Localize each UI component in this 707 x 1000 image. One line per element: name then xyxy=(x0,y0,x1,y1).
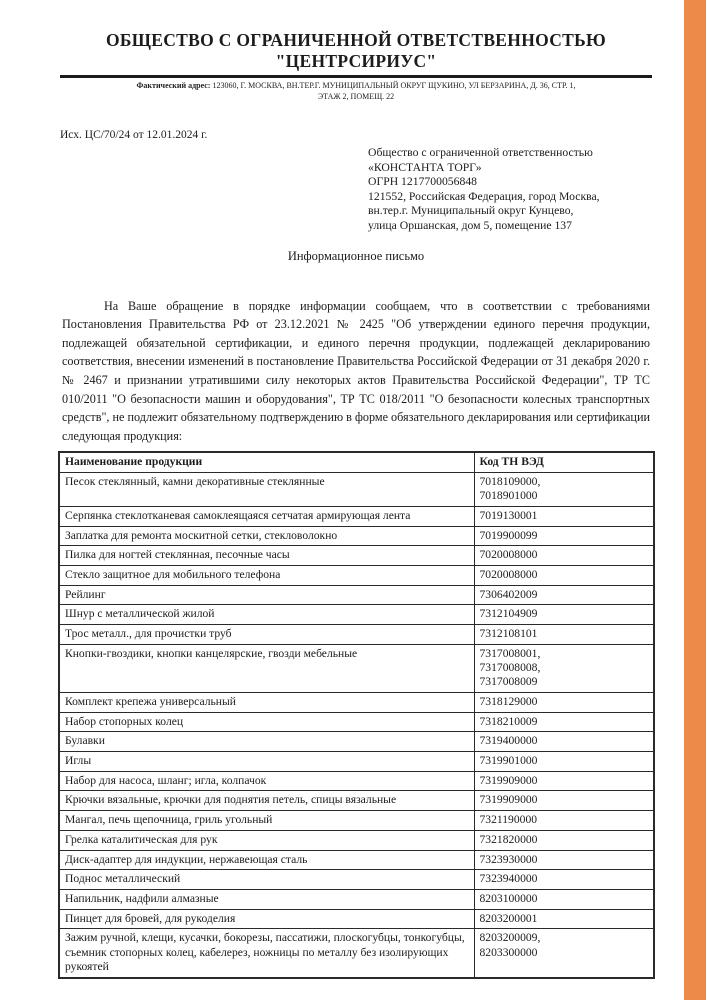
table-row xyxy=(59,644,654,692)
product-code-cell xyxy=(474,791,654,811)
product-code-line: 8203200009, xyxy=(479,931,541,945)
product-code-cell xyxy=(474,625,654,645)
table-row xyxy=(59,752,654,772)
product-code-line: 7306402009 xyxy=(479,587,538,601)
product-code-line: 7018901000 xyxy=(479,489,538,503)
product-code-line: 8203200001 xyxy=(479,911,538,925)
table-row xyxy=(59,692,654,712)
product-name-cell: Серпянка стеклотканевая самоклеящаяся сетчатая армирующая лента xyxy=(59,506,474,526)
product-code-cell xyxy=(474,712,654,732)
product-code-line: 7019900099 xyxy=(479,528,538,542)
product-code-line: 7019130001 xyxy=(479,508,538,522)
recipient-block xyxy=(368,146,652,234)
letter-content xyxy=(60,30,652,979)
org-title-block xyxy=(60,30,652,72)
product-name-cell: Зажим ручной, клещи, кусачки, бокорезы, пассатижи, плоскогубцы, тонкогубцы, съемник стопорных колец, кабелерез, ножницы по металлу без изолирующих рукоятей xyxy=(59,929,474,978)
org-address-line1-text: 123060, Г. МОСКВА, ВН.ТЕР.Г. МУНИЦИПАЛЬНЫЙ ОКРУГ ЩУКИНО, УЛ БЕРЗАРИНА, Д. 36, СТР. 1, xyxy=(212,81,576,90)
product-name-cell: Крючки вязальные, крючки для поднятия петель, спицы вязальные xyxy=(59,791,474,811)
recipient-line: ОГРН 1217700056848 xyxy=(368,175,478,189)
table-row xyxy=(59,585,654,605)
product-code-line: 7312104909 xyxy=(479,607,538,621)
recipient-line: вн.тер.г. Муниципальный округ Кунцево, xyxy=(368,204,574,218)
product-name-cell: Трос металл., для прочистки труб xyxy=(59,625,474,645)
product-name-cell: Мангал, печь щепочница, гриль угольный xyxy=(59,811,474,831)
product-code-line: 7020008000 xyxy=(479,548,538,562)
product-code-cell xyxy=(474,732,654,752)
product-code-line: 7318210009 xyxy=(479,714,538,728)
product-code-cell xyxy=(474,771,654,791)
recipient-line: «КОНСТАНТА ТОРГ» xyxy=(368,160,482,174)
product-code-line: 7317008001, xyxy=(479,646,541,660)
product-code-cell xyxy=(474,692,654,712)
table-row xyxy=(59,473,654,507)
outgoing-ref-number: Исх. ЦС/70/24 от 12.01.2024 г. xyxy=(60,129,208,141)
product-code-line: 7323940000 xyxy=(479,872,538,886)
product-code-line: 8203100000 xyxy=(479,891,538,905)
product-name-cell: Набор стопорных колец xyxy=(59,712,474,732)
product-name-cell: Поднос металлический xyxy=(59,870,474,890)
product-code-cell xyxy=(474,811,654,831)
product-code-line: 7319901000 xyxy=(479,754,538,768)
org-name-line2: "ЦЕНТРСИРИУС" xyxy=(275,51,437,71)
table-row xyxy=(59,909,654,929)
table-row xyxy=(59,791,654,811)
product-code-cell xyxy=(474,644,654,692)
recipient-line: 121552, Российская Федерация, город Москва, xyxy=(368,189,600,203)
table-row xyxy=(59,625,654,645)
table-row xyxy=(59,850,654,870)
org-address-label: Фактический адрес: xyxy=(136,81,211,90)
product-name-cell: Песок стеклянный, камни декоративные стеклянные xyxy=(59,473,474,507)
product-code-line: 7323930000 xyxy=(479,852,538,866)
product-name-cell: Набор для насоса, шланг; игла, колпачок xyxy=(59,771,474,791)
product-code-line: 7317008009 xyxy=(479,675,538,689)
product-name-cell: Стекло защитное для мобильного телефона xyxy=(59,566,474,586)
product-code-line: 7321820000 xyxy=(479,832,538,846)
product-code-cell xyxy=(474,909,654,929)
product-code-cell xyxy=(474,830,654,850)
org-address-line1 xyxy=(60,80,652,91)
table-row xyxy=(59,526,654,546)
product-name-cell: Кнопки-гвоздики, кнопки канцелярские, гвозди мебельные xyxy=(59,644,474,692)
table-row xyxy=(59,870,654,890)
product-table-body xyxy=(59,473,654,978)
table-row xyxy=(59,889,654,909)
product-code-line: 7317008008, xyxy=(479,661,541,675)
product-code-cell xyxy=(474,870,654,890)
recipient-line: Общество с ограниченной ответственностью xyxy=(368,146,593,159)
product-code-cell xyxy=(474,850,654,870)
product-code-cell xyxy=(474,506,654,526)
column-header-product-name: Наименование продукции xyxy=(59,452,474,472)
product-table xyxy=(58,451,655,978)
product-name-cell: Заплатка для ремонта москитной сетки, стекловолокно xyxy=(59,526,474,546)
product-code-line: 7312108101 xyxy=(479,627,538,641)
product-name-cell: Шнур с металлической жилой xyxy=(59,605,474,625)
product-code-cell xyxy=(474,605,654,625)
product-code-line: 7321190000 xyxy=(479,813,538,827)
product-code-cell xyxy=(474,473,654,507)
product-code-line: 7018109000, xyxy=(479,475,541,489)
product-code-line: 8203300000 xyxy=(479,945,538,959)
org-address-line2: ЭТАЖ 2, ПОМЕЩ. 22 xyxy=(317,92,395,101)
table-row xyxy=(59,771,654,791)
product-code-line: 7319909000 xyxy=(479,773,538,787)
product-name-cell: Пинцет для бровей, для рукоделия xyxy=(59,909,474,929)
table-row xyxy=(59,566,654,586)
table-row xyxy=(59,546,654,566)
recipient-line: улица Оршанская, дом 5, помещение 137 xyxy=(368,218,572,232)
product-name-cell: Грелка каталитическая для рук xyxy=(59,830,474,850)
table-row xyxy=(59,605,654,625)
product-code-line: 7319400000 xyxy=(479,734,538,748)
table-row xyxy=(59,732,654,752)
table-row xyxy=(59,506,654,526)
letter-body-paragraph: На Ваше обращение в порядке информации сообщаем, что в соответствии с требованиями Постановления Правительства РФ от 23.12.2021 № 2425 "Об утверждении единого перечня продукции, подлежащей обязательной сертификации, и единого перечня продукции, подлежащей декларированию соответствия, внесении изменений в постановление Правительства Российской Федерации от 31 декабря 2020 г. № 2467 и признании утратившими силу некоторых актов Правительства Российской Федерации", ТР ТС 010/2011 "О безопасности машин и оборудования", ТР ТС 018/2011 "О безопасности колесных транспортных средств", не подлежит обязательному подтверждению в форме обязательного декларирования или сертификации следующая продукция: xyxy=(62,298,650,443)
table-row xyxy=(59,811,654,831)
product-code-cell xyxy=(474,889,654,909)
table-row xyxy=(59,830,654,850)
column-header-code: Код ТН ВЭД xyxy=(474,452,654,472)
letter-subject: Информационное письмо xyxy=(287,248,425,263)
table-row xyxy=(59,929,654,978)
product-code-cell xyxy=(474,566,654,586)
product-code-cell xyxy=(474,585,654,605)
product-code-cell xyxy=(474,546,654,566)
header-divider xyxy=(60,75,652,78)
product-name-cell: Диск-адаптер для индукции, нержавеющая сталь xyxy=(59,850,474,870)
page-edge-stripe xyxy=(684,0,706,1000)
product-code-line: 7318129000 xyxy=(479,694,538,708)
product-name-cell: Напильник, надфили алмазные xyxy=(59,889,474,909)
product-name-cell: Пилка для ногтей стеклянная, песочные часы xyxy=(59,546,474,566)
product-name-cell: Рейлинг xyxy=(59,585,474,605)
product-code-cell xyxy=(474,752,654,772)
table-header-row xyxy=(59,452,654,472)
product-name-cell: Комплект крепежа универсальный xyxy=(59,692,474,712)
table-row xyxy=(59,712,654,732)
product-code-cell xyxy=(474,929,654,978)
product-name-cell: Иглы xyxy=(59,752,474,772)
org-name-line1: ОБЩЕСТВО С ОГРАНИЧЕННОЙ ОТВЕТСТВЕННОСТЬЮ xyxy=(105,30,607,50)
product-name-cell: Булавки xyxy=(59,732,474,752)
org-address xyxy=(60,80,652,102)
product-code-line: 7319909000 xyxy=(479,793,538,807)
product-code-cell xyxy=(474,526,654,546)
product-code-line: 7020008000 xyxy=(479,568,538,582)
